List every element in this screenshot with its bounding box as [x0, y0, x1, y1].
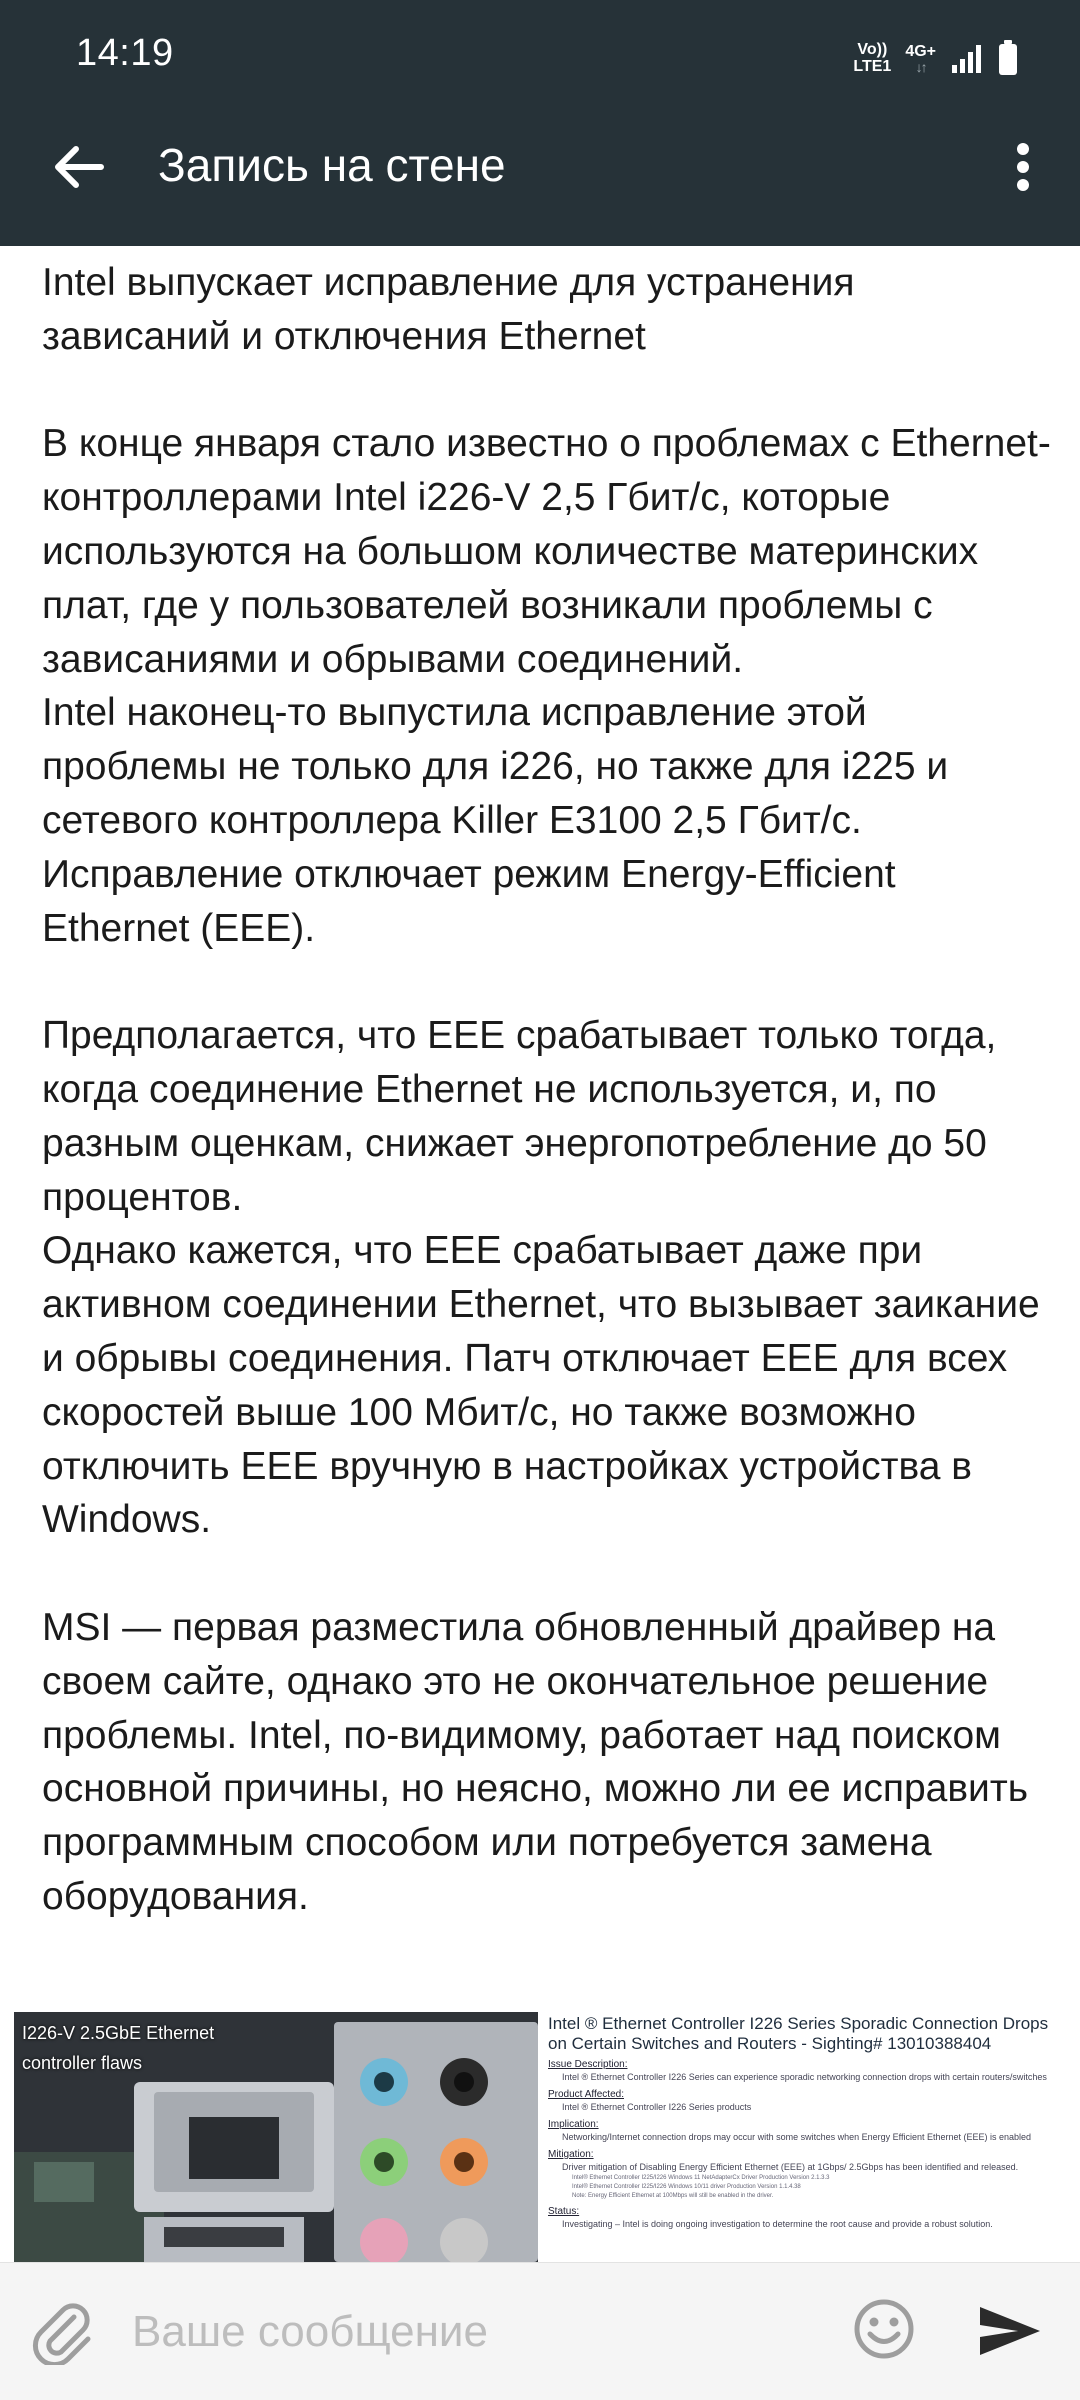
status-icons	[853, 38, 1018, 78]
network-type: 4G+	[905, 42, 936, 60]
status-time: 14:19	[76, 32, 174, 74]
data-arrows-icon: ↓↑	[915, 58, 926, 75]
post-paragraph: Intel наконец-то выпустила исправление этой проблемы не только для i226, но также для i225 и сетевого контроллера Killer E3100 2,5 Гбит/с. Исправление отключает режим Energy-Efficient Ethernet (EEE).	[42, 691, 949, 950]
more-options-button[interactable]	[988, 132, 1058, 202]
back-button[interactable]	[44, 132, 114, 202]
page-title: Запись на стене	[158, 139, 506, 191]
photo-caption: I226-V 2.5GbE Ethernet controller flaws	[22, 2023, 215, 2073]
post-paragraph: Предполагается, что EEE срабатывает только тогда, когда соединение Ethernet не используется, и, по разным оценкам, снижает энергопотребление до 50 процентов.	[42, 1014, 997, 1219]
post-paragraph: В конце января стало известно о проблемах с Ethernet-контроллерами Intel i226-V 2,5 Гбит/с, которые используются на большом количестве материнских плат, где у пользователей возникали проблемы с зависаниями и обрывами соединений.	[42, 422, 1051, 681]
paperclip-icon[interactable]	[30, 2299, 96, 2365]
more-vert-icon	[1016, 143, 1030, 191]
back-arrow-icon	[54, 145, 104, 189]
volte-indicator	[853, 41, 891, 75]
battery-icon	[998, 40, 1018, 76]
ethernet-ports-photo	[14, 2012, 538, 2262]
lte-label: LTE1	[853, 58, 892, 75]
volte-label: Vo))	[857, 41, 888, 58]
network-indicator	[905, 43, 936, 74]
post-paragraph: Однако кажется, что EEE срабатывает даже при активном соединении Ethernet, что вызывает заикание и обрывы соединения. Патч отключает EEE для всех скоростей выше 100 Мбит/с, но также возможно отключить EEE вручную в настройках устройства в Windows.	[42, 1229, 1040, 1542]
advisory-document: Intel ® Ethernet Controller I226 Series Sporadic Connection Drops on Certain Switches and Routers - Sighting# 13010388404 Issue Description: Intel ® Ethernet Controller I226 Series can experience sporadic networking connection drops with certain routers/switches Product Affected: Intel ® Ethernet Controller I226 Series products Implication: Networking/Internet connection drops may occur with some switches when Energy Efficient Ethernet (EEE) is enabled Mitigation: Driver mitigation of Disabling Energy Efficient Ethernet (EEE) at 1Gbps/ 2.5Gbps has been identified and released. Intel® Ethernet Controller I225/I226 Windows 11 NetAdapterCx Driver Production Version 2.1.3.3 Intel® Ethernet Controller I225/I226 Windows 10/11 driver Production Version 1.1.4.38 Note: Energy Efficient Ethernet at 100Mbps will still be enabled in the driver. Status: Investigating – Intel is doing ongoing investigation to determine the root cause and provide a robust solution.	[548, 2012, 1066, 2262]
status-bar	[0, 0, 1080, 88]
app-bar	[0, 88, 1080, 246]
post-attachment-image[interactable]	[14, 2012, 1066, 2262]
message-composer	[0, 2262, 1080, 2400]
message-input[interactable]	[130, 2285, 834, 2379]
emoji-icon[interactable]	[852, 2297, 916, 2361]
send-icon[interactable]	[976, 2297, 1044, 2365]
post-paragraph: MSI — первая разместила обновленный драйвер на своем сайте, однако это не окончательное решение проблемы. Intel, по-видимому, работает над поиском основной причины, но неясно, можно ли ее исправить программным способом или потребуется замена оборудования.	[42, 1605, 1029, 1918]
post-headline: Intel выпускает исправление для устранения зависаний и отключения Ethernet	[42, 261, 855, 358]
post-text	[42, 256, 1052, 1924]
signal-icon	[950, 43, 984, 73]
advisory-title: Intel ® Ethernet Controller I226 Series Sporadic Connection Drops on Certain Switches and Routers - Sighting# 13010388404	[548, 2014, 1049, 2053]
